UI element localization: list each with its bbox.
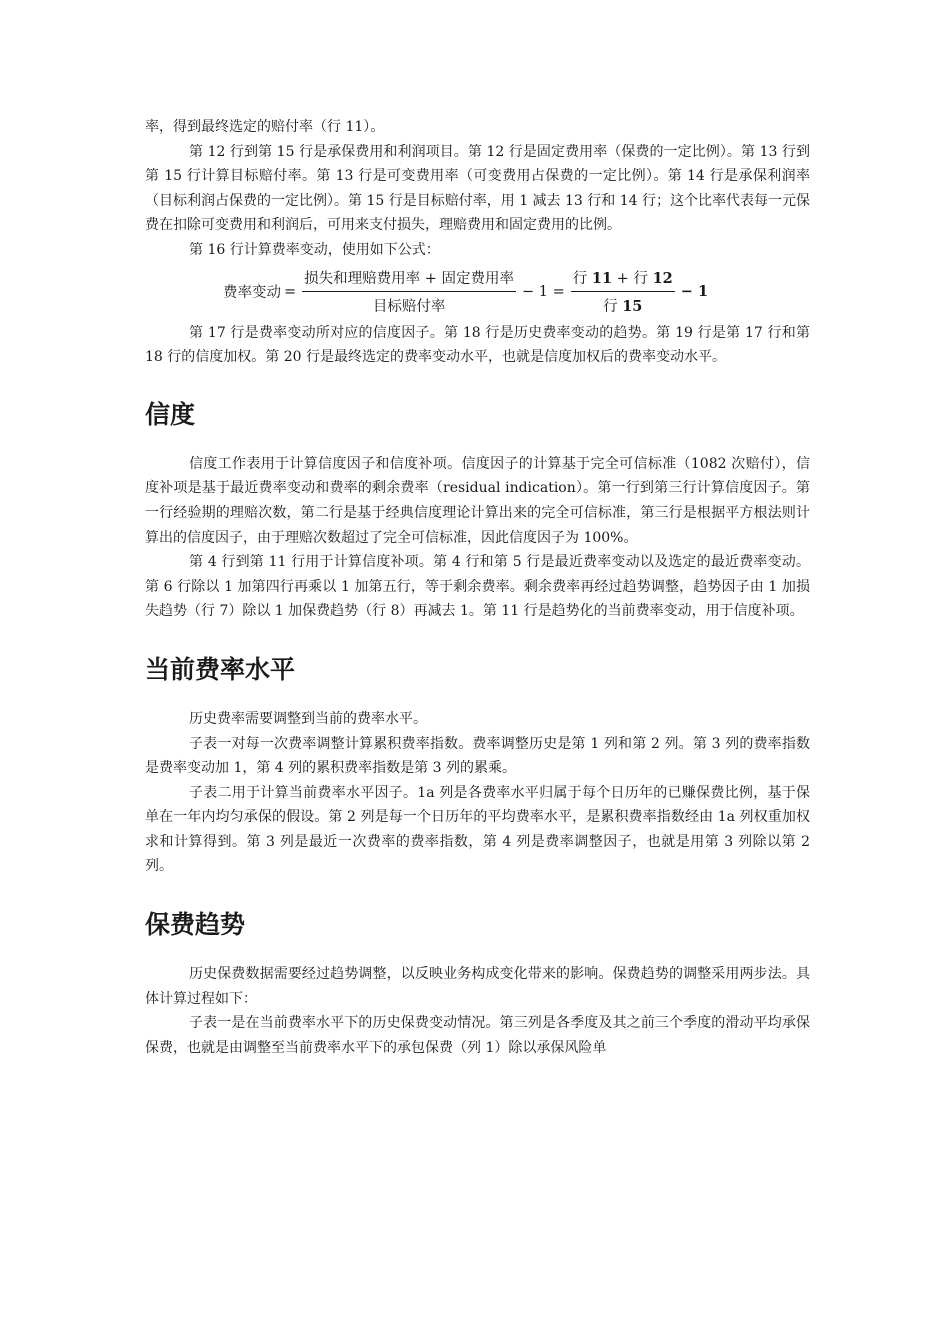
document-body: [145, 115, 810, 1060]
paragraph: 子表二用于计算当前费率水平因子。1a 列是各费率水平归属于每个日历年的已赚保费比例，基于保单在一年内均匀承保的假设。第 2 列是每一个日历年的平均费率水平，是累积费率指数经由 1a 列权重加权求和计算得到。第 3 列是最近一次费率的费率指数，第 4 列是费率调整因子，也就是用第 3 列除以第 2 列。: [145, 784, 810, 875]
formula-fraction-2: [571, 267, 675, 316]
numerator-row-12: 12: [652, 270, 673, 288]
fraction-denominator: 目标赔付率: [372, 299, 446, 316]
rate-change-formula: [223, 267, 810, 317]
paragraph: 信度工作表用于计算信度因子和信度补项。信度因子的计算基于完全可信标准（1082 次赔付），信度补项是基于最近费率变动和费率的剩余费率（residual indication）。第一行到第三行计算信度因子。第一行经验期的理赔次数，第二行是基于经典信度理论计算出来的完全可信标准，第三行是根据平方根法则计算出的信度因子，由于理赔次数超过了完全可信标准，因此信度因子为 100%。: [145, 455, 810, 546]
numerator-row-11: 11: [591, 270, 613, 288]
paragraph: 历史保费数据需要经过趋势调整，以反映业务构成变化带来的影响。保费趋势的调整采用两步法。具体计算过程如下：: [145, 966, 810, 1007]
fraction-numerator: 损失和理赔费用率 + 固定费用率: [302, 267, 516, 292]
paragraph: 第 16 行计算费率变动，使用如下公式：: [189, 241, 440, 258]
formula-minus-one: − 1: [680, 283, 709, 301]
paragraph: 第 12 行到第 15 行是承保费用和利润项目。第 12 行是固定费用率（保费的一定比例）。第 13 行到第 15 行计算目标赔付率。第 13 行是可变费用率（可变费用占保费的一定比例）。第 14 行是承保利润率（目标利润占保费的一定比例）。第 15 行是目标赔付率，用 1 减去 13 行和 14 行；这个比率代表每一元保费在扣除可变费用和利润后，可用来支付损失，理赔费用和固定费用的比例。: [145, 143, 810, 234]
numerator-text: + 行: [612, 271, 653, 288]
denominator-text: 行: [603, 299, 623, 316]
paragraph: 率，得到最终选定的赔付率（行 11）。: [145, 119, 385, 135]
formula-equals: =: [284, 283, 297, 300]
numerator-text: 行: [572, 271, 592, 288]
denominator-row-15: 15: [622, 298, 643, 316]
section-heading-credibility: 信度: [145, 399, 196, 429]
paragraph: 子表一是在当前费率水平下的历史保费变动情况。第三列是各季度及其之前三个季度的滑动平均承保保费，也就是由调整至当前费率水平下的承包保费（列 1）除以承保风险单: [145, 1015, 810, 1056]
section-heading-current-rate-level: 当前费率水平: [145, 654, 296, 684]
section-heading-premium-trend: 保费趋势: [145, 910, 246, 940]
formula-fraction-1: [302, 267, 516, 316]
paragraph: 子表一对每一次费率调整计算累积费率指数。费率调整历史是第 1 列和第 2 列。第 3 列的费率指数是费率变动加 1，第 4 列的累积费率指数是第 3 列的累乘。: [145, 735, 810, 777]
paragraph: 第 4 行到第 11 行用于计算信度补项。第 4 行和第 5 行是最近费率变动以及选定的最近费率变动。第 6 行除以 1 加第四行再乘以 1 加第五行，等于剩余费率。剩余费率再经过趋势调整，趋势因子由 1 加损失趋势（行 7）除以 1 加保费趋势（行 8）再减去 1。第 11 行是趋势化的当前费率变动，用于信度补项。: [145, 554, 810, 620]
formula-lhs: 费率变动: [223, 285, 281, 302]
fraction-denominator: [603, 292, 642, 316]
paragraph: 第 17 行是费率变动所对应的信度因子。第 18 行是历史费率变动的趋势。第 19 行是第 17 行和第 18 行的信度加权。第 20 行是最终选定的费率变动水平，也就是信度加权后的费率变动水平。: [145, 324, 810, 366]
paragraph: 历史费率需要调整到当前的费率水平。: [189, 710, 427, 727]
fraction-numerator: [571, 267, 675, 292]
formula-minus-one-equals: − 1 =: [522, 283, 565, 300]
